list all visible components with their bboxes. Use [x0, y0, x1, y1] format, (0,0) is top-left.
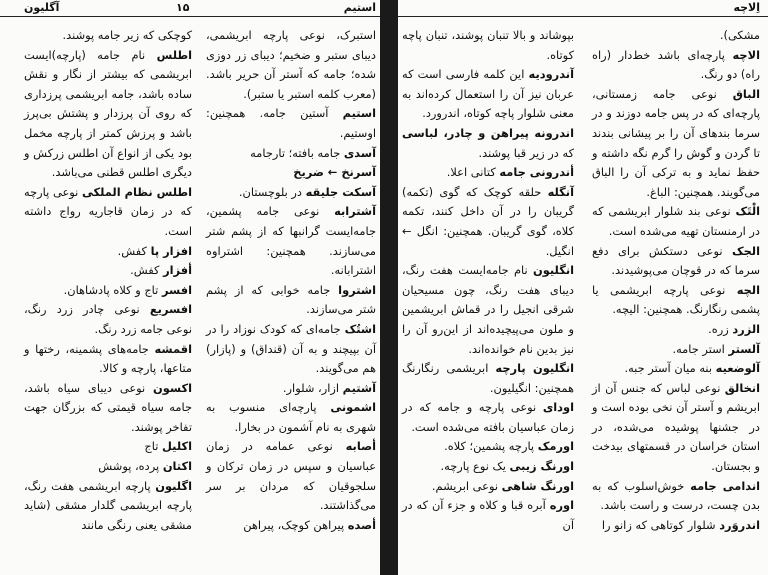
entry-definition: آبره قبا و کلاه و جزء آن که در آن [402, 498, 574, 532]
entry-definition: پارچه‌ای باشد خط‌دار (راه راه) دو رنگ. [592, 47, 760, 82]
dictionary-entry [592, 85, 760, 203]
dictionary-entry [24, 242, 192, 262]
dictionary-entry [402, 26, 574, 65]
entry-headword: اکسون [153, 380, 192, 395]
dictionary-entry [24, 340, 192, 379]
dictionary-entry [402, 261, 574, 359]
left-page [0, 0, 380, 575]
entry-definition: نوعی دستکش برای دفع سرما که در قوچان می‌پوشیدند. [592, 243, 760, 278]
entry-definition: نوعی لباس که جنس آن از ابریشم و آستر آن نخی بوده است و در جشنها پوشیده می‌شده، در استان خراسان در قسمتهای بیدخت و بجستان. [592, 380, 760, 474]
entry-definition: کفش. [117, 243, 147, 258]
dictionary-entry [592, 202, 760, 241]
dictionary-entry [592, 359, 760, 379]
entry-definition: که در زیر قبا پوشند. [478, 145, 574, 160]
entry-definition: نوعی عمامه در زمان عباسیان و سپس در زمان ترکان و سلجوقیان که مردان بر سر می‌گذاشتند. [206, 439, 376, 513]
dictionary-entry [402, 398, 574, 437]
dictionary-entry [24, 46, 192, 183]
dictionary-entry [206, 202, 376, 280]
entry-definition: یک نوع پارچه. [440, 459, 506, 474]
right-page-left-column [402, 26, 574, 535]
left-page-right-column [206, 26, 376, 535]
entry-definition: پارچه پشمین؛ کلاه. [444, 439, 535, 454]
entry-definition: استبرک، نوعی پارچه ابریشمی، دیبای ستبر و ضخیم؛ دیبای زر دوزی شده؛ جامه که آستر آن حریر باشد. (معرب کلمه استبر یا ستبر). [206, 28, 376, 101]
dictionary-entry [402, 124, 574, 163]
entry-definition: شلوار کوتاهی که زانو را [601, 517, 716, 532]
dictionary-entry [206, 144, 376, 164]
entry-definition: پارچه ابریشمی هفت رنگ، پارچه ابریشمی گلدار مشقی (شاید مشقی یعنی رنگی مانند [24, 478, 192, 532]
book-gutter [380, 0, 398, 575]
dictionary-entry [402, 163, 574, 183]
dictionary-entry [24, 183, 192, 242]
entry-headword: اکلیل [162, 439, 192, 454]
entry-headword: آندرودیه [528, 67, 574, 82]
dictionary-entry [206, 516, 376, 536]
entry-definition: در بلوچستان. [238, 184, 302, 199]
entry-headword: آنگله [547, 184, 574, 199]
entry-headword: اورنگ زیبی [509, 459, 574, 474]
entry-headword: آلوضعیه [715, 361, 760, 376]
dictionary-entry [24, 457, 192, 477]
entry-definition: تاج [144, 439, 159, 454]
entry-headword: انگلیون [533, 263, 574, 278]
dictionary-entry [206, 320, 376, 379]
entry-definition: ابریشمی رنگارنگ همچنین: انگیلیون. [402, 361, 574, 395]
entry-headword: اورمک [537, 439, 574, 454]
entry-definition: بنه میان آستر جبه. [624, 361, 713, 376]
dictionary-entry [592, 379, 760, 477]
entry-headword: الاچه [732, 47, 760, 62]
entry-headword: اورنگ شاهی [501, 478, 574, 493]
entry-headword: اندامی جامه [690, 478, 760, 493]
entry-definition: نام جامه‌ایست هفت رنگ، دیبای هفت رنگ، چون مسیحیان شرقی انجیل را در قماش ابریشمین و ملون می‌پیچیده‌اند از این‌رو آن را نیز بدین نام خوانده‌اند. [402, 263, 574, 356]
entry-headword: اندروَرد [719, 517, 760, 532]
entry-definition: استر جامه. [672, 341, 725, 356]
entry-definition: نام جامه (پارچه)ایست ابریشمی که بیشتر از نگار و نقش ساده باشد، جامه ابریشمی پرزداری که روی آن پرزدار و پشتش بی‌پرز باشد و پرزش کمتر از پارچه مخمل بود یکی از انواع آن اطلس زرکش و دیگری اطلس قطنی می‌باشد. [24, 47, 192, 180]
entry-definition: نوعی پارچه ابریشمی یا پشمی رنگارنگ. همچنین: الیچه. [592, 282, 760, 317]
dictionary-entry [592, 242, 760, 281]
entry-headword: اطلس نظام الملکی [81, 184, 192, 199]
entry-definition: زره. [708, 321, 729, 336]
entry-definition: مشکی). [719, 28, 760, 42]
entry-definition: ازار، شلوار. [282, 380, 340, 395]
entry-headword: أندرونی جامه [499, 165, 574, 180]
dictionary-entry [402, 65, 574, 124]
dictionary-entry [592, 320, 760, 340]
dictionary-entry [206, 281, 376, 320]
dictionary-entry [402, 496, 574, 535]
running-head-right: استیم [343, 1, 376, 14]
dictionary-entry [206, 163, 376, 183]
dictionary-entry [24, 379, 192, 438]
entry-headword: الجک [731, 243, 760, 258]
dictionary-entry [402, 477, 574, 497]
entry-headword: أفزار [163, 263, 192, 278]
dictionary-entry [206, 26, 376, 104]
dictionary-entry [592, 46, 760, 85]
entry-definition: نوعی پارچه و جامه که در زمان عباسیان بافته می‌شده است. [402, 400, 574, 434]
entry-definition: جامه خوابی که از پشم شتر می‌سازند. [206, 282, 376, 317]
entry-headword: اقمشه [154, 341, 192, 356]
entry-definition: نوعی ابریشم. [431, 478, 499, 493]
dictionary-entry [206, 104, 376, 143]
entry-headword: آسکت جلیقه [305, 184, 376, 199]
entry-headword: آلستر [728, 341, 760, 356]
entry-headword: الباق [732, 86, 760, 101]
entry-headword: اوره [549, 498, 574, 513]
entry-headword: استیم [342, 106, 376, 121]
entry-definition: بپوشاند و بالا تنبان پوشند، تنبان پاچه کوتاه. [402, 28, 574, 62]
dictionary-entry [592, 516, 760, 536]
entry-definition: این کلمه فارسی است که عربان نیز آن را استعمال کرده‌اند به معنی شلوار پاچه کوتاه، اندرورد. [402, 67, 574, 121]
dictionary-entry [24, 261, 192, 281]
entry-headword: آشتیم [342, 380, 376, 395]
right-page [398, 0, 768, 575]
dictionary-entry [402, 437, 574, 457]
entry-definition: کوچکی که زیر جامه پوشند. [62, 28, 192, 42]
entry-definition: پارچه‌ای منسوب به شهری به نام آشمون در بخارا. [206, 400, 376, 434]
entry-headword: انخالق [724, 380, 760, 395]
right-page-right-column [592, 26, 760, 535]
entry-headword: آسرنخ ← ضریخ [293, 165, 376, 180]
entry-definition: خوش‌اسلوب که به بدن چست، درست و راست باشد. [592, 478, 760, 513]
entry-headword: اشتروا [338, 282, 376, 297]
entry-headword: افسر [161, 282, 192, 297]
entry-definition: آستین جامه. همچنین: اوستیم. [206, 106, 376, 140]
entry-headword: الْتَک [735, 204, 760, 219]
right-page-header [398, 0, 768, 17]
entry-definition: نوعی بند شلوار ابریشمی که در ارمنستان تهیه می‌شده است. [592, 204, 760, 238]
dictionary-entry [24, 300, 192, 339]
dictionary-entry [206, 183, 376, 203]
entry-headword: اطلس [156, 47, 193, 62]
entry-definition: نوعی جامه زمستانی، پارچه‌ای که در پس جامه دوزند و در سرما بندهای آن را بر پیشانی بندند تا گردن و گوش را گرم نگه داشته و حفظ نماید و به ترکی آن را الباق می‌گویند. همچنین: الباغ. [592, 86, 760, 199]
entry-headword: اشمونی [330, 400, 377, 415]
entry-headword: افزار پا [150, 243, 192, 258]
dictionary-entry [24, 477, 192, 536]
entry-definition: پیراهن کوچک، پیراهن [243, 517, 345, 532]
entry-headword: الچه [736, 282, 760, 297]
entry-definition: تاج و کلاه پادشاهان. [63, 282, 159, 297]
entry-headword: اندرونه پیراهن و چادر، لباسی [402, 125, 574, 140]
dictionary-entry [206, 398, 376, 437]
page-number: ۱۵ [176, 1, 190, 14]
entry-definition: کفش. [130, 263, 160, 278]
dictionary-entry [24, 281, 192, 301]
entry-headword: اکتان [162, 459, 192, 474]
dictionary-entry [24, 26, 192, 46]
dictionary-entry [592, 281, 760, 320]
entry-definition: جامه‌ای که کودک نوزاد را در آن بپیچند و به آن (قنداق) و (پازار) هم می‌گویند. [206, 321, 376, 376]
entry-headword: اشتُک [344, 321, 377, 336]
entry-headword: اودای [542, 400, 575, 415]
entry-headword: افسریع [149, 302, 192, 317]
entry-definition: نوعی جامه پشمین، جامه‌ایست گرانبها که از پشم شتر می‌سازند. همچنین: اشتراوه اشترابانه. [206, 204, 376, 278]
left-page-left-column [24, 26, 192, 535]
dictionary-entry [592, 26, 760, 46]
entry-headword: الزرد [732, 321, 760, 336]
entry-headword: أصابه [345, 439, 377, 454]
dictionary-entry [402, 457, 574, 477]
entry-headword: اگلیون [155, 478, 192, 493]
entry-definition: پرده، پوشش [98, 459, 160, 474]
entry-definition: کتانی اعلا. [446, 165, 496, 180]
running-head-right: اِلاچه [733, 1, 760, 14]
entry-definition: حلقه کوچک که گوی (تکمه) گریبان را در آن داخل کنند، تکمه کلاه، گوی گریبان. همچنین: انگل ← انگیل. [402, 184, 574, 258]
running-head-left: آگلیون [24, 1, 60, 14]
dictionary-entry [206, 437, 376, 515]
entry-headword: آسدی [343, 145, 376, 160]
dictionary-entry [592, 477, 760, 516]
entry-headword: آشترابه [334, 204, 376, 219]
dictionary-entry [592, 340, 760, 360]
dictionary-entry [206, 379, 376, 399]
entry-definition: نوعی پارچه که در زمان قاجاریه رواج داشته است. [24, 184, 192, 238]
entry-definition: نوعی چادر زرد رنگ، نوعی جامه زرد رنگ. [24, 302, 192, 336]
entry-definition: نوعی دیبای سیاه باشد، جامه سیاه قیمتی که بزرگان جهت تفاخر پوشند. [24, 380, 192, 434]
dictionary-entry [402, 183, 574, 261]
left-page-header [0, 0, 380, 17]
entry-headword: أصده [347, 517, 376, 532]
dictionary-entry [402, 359, 574, 398]
entry-definition: جامه‌های پشمینه، رختها و متاعها، پارچه و کالا. [24, 341, 192, 376]
dictionary-entry [24, 437, 192, 457]
entry-headword: انگلیون پارچه [495, 361, 575, 376]
entry-definition: جامه بافته؛ تارجامه [250, 145, 341, 160]
